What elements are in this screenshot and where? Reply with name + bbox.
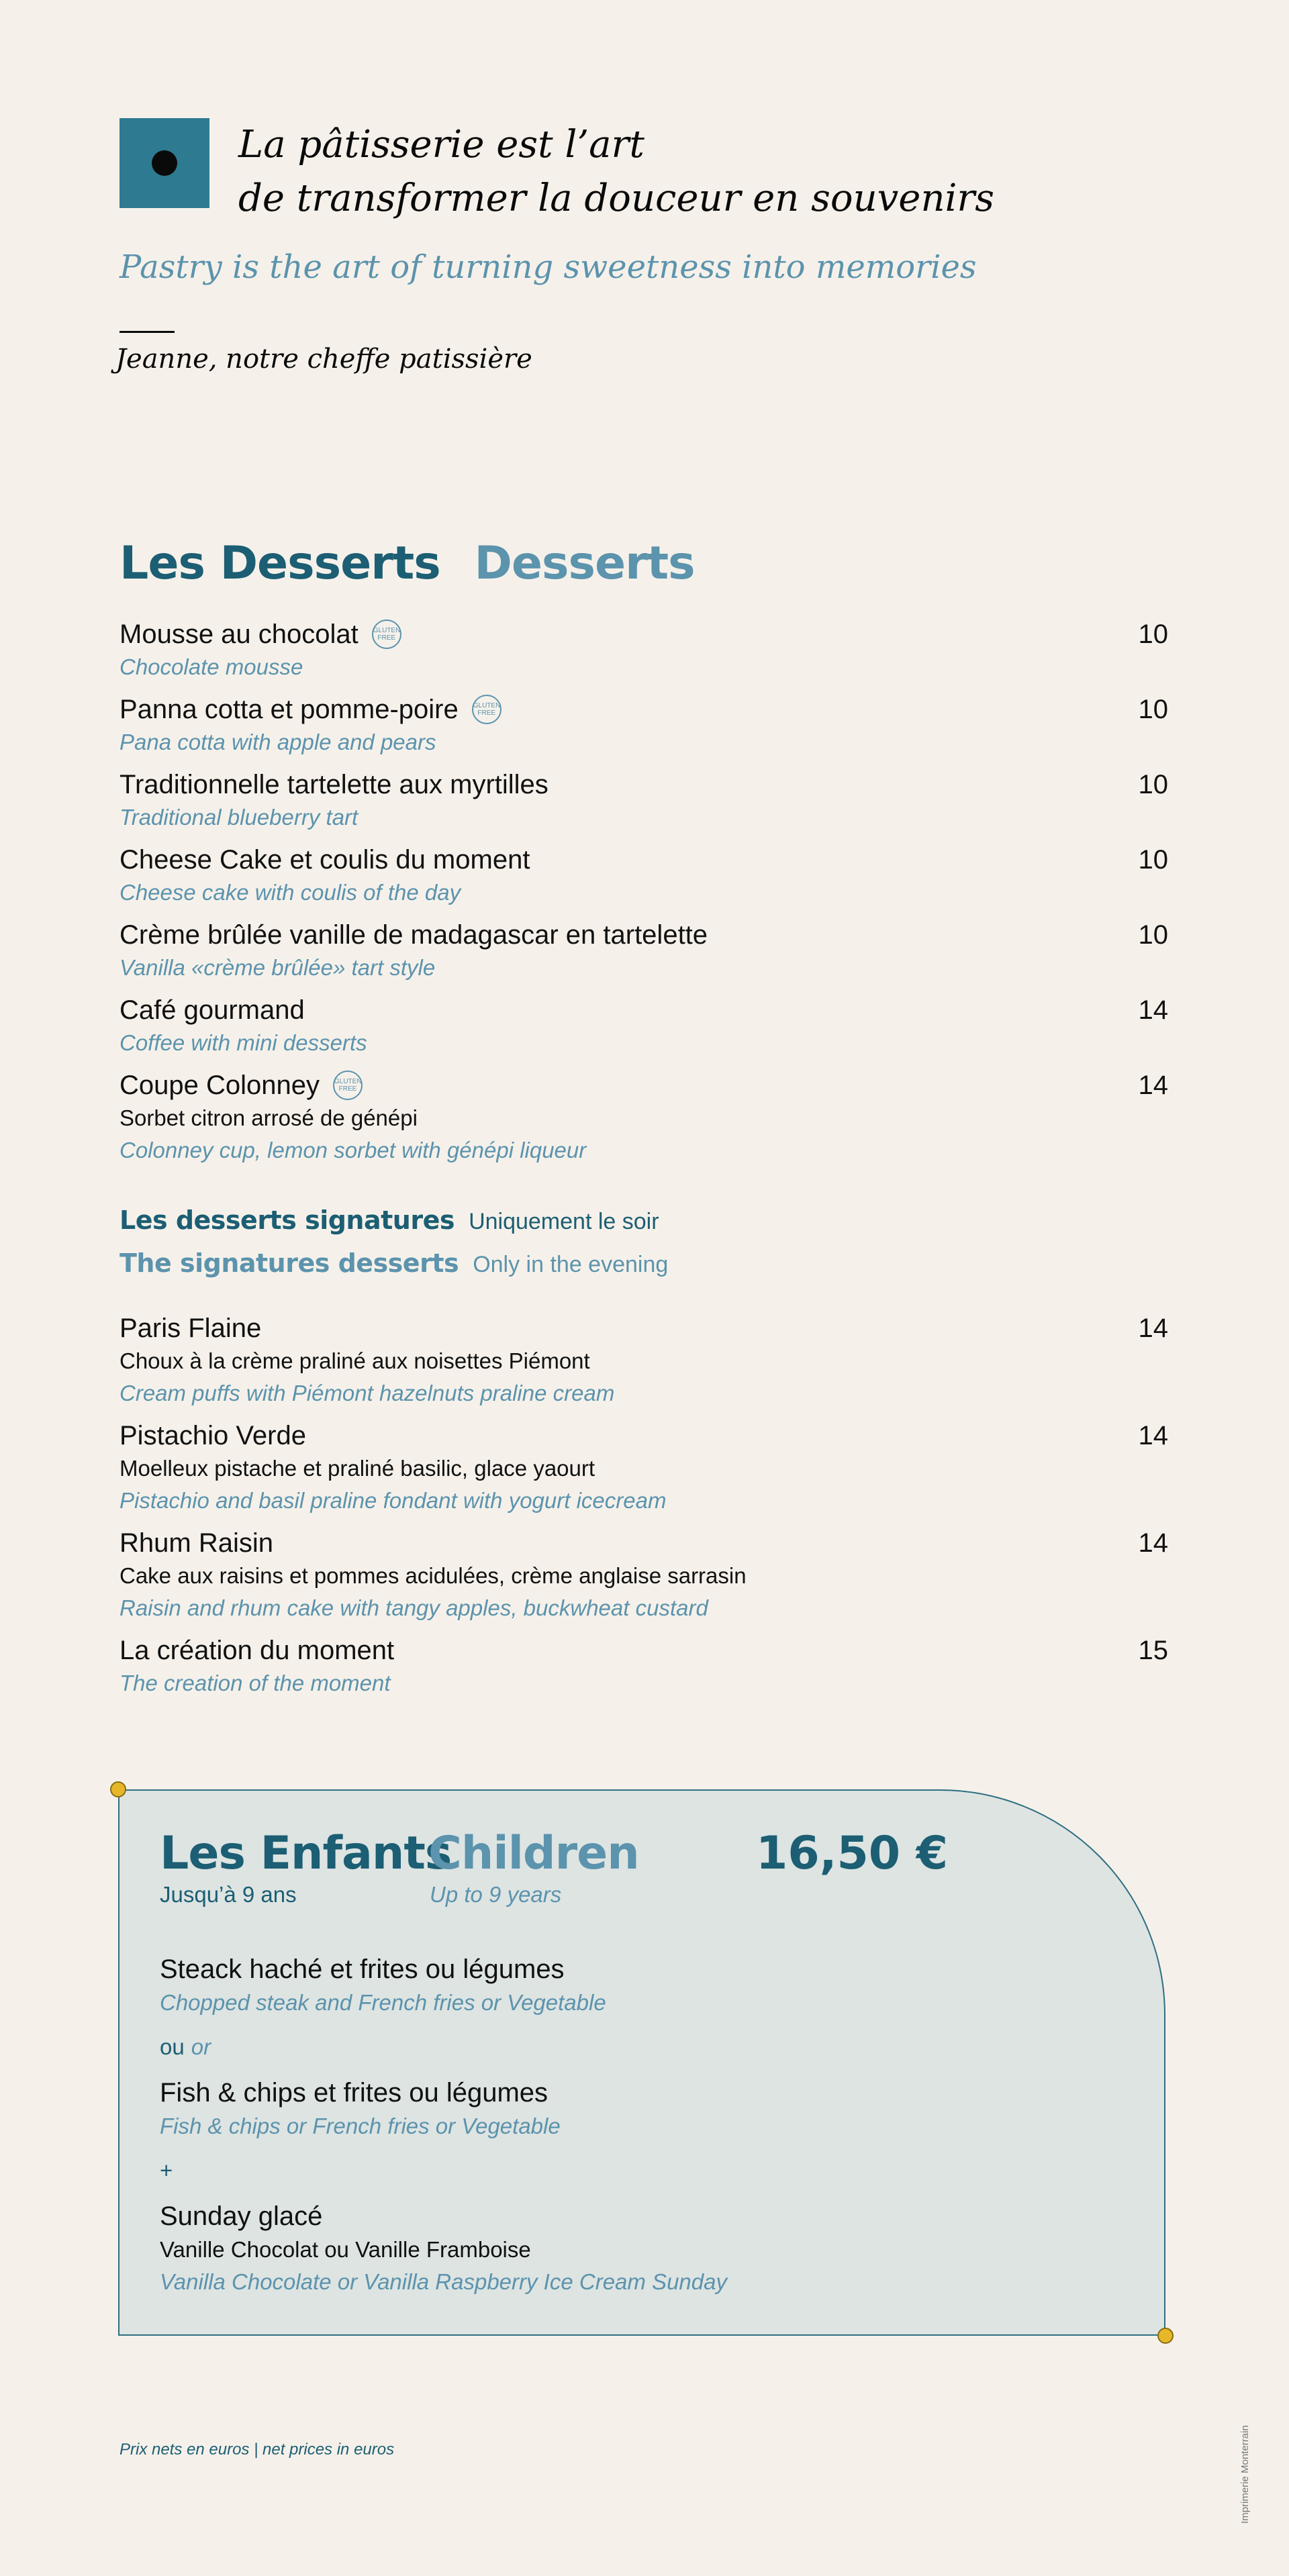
menu-item [120,1526,1168,1624]
kids-option-1: Steack haché et frites ou légumes [160,1954,565,1984]
item-english: Coffee with mini desserts [120,1030,367,1055]
item-english: Cheese cake with coulis of the day [120,880,461,905]
quote-french [238,118,994,226]
kids-option-2-english: Fish & chips or French fries or Vegetable [160,2114,561,2138]
item-english: Colonney cup, lemon sorbet with génépi liqueur [120,1138,587,1162]
item-name: La création du moment [120,1636,395,1665]
corner-dot [110,1781,126,1797]
or-separator [160,2031,1033,2063]
logo-square [120,118,209,208]
menu-item [120,768,1168,834]
children-age-fr: Jusqu’à 9 ans [160,1882,297,1907]
item-description: Choux à la crème praliné aux noisettes Piémont [120,1348,590,1373]
item-price: 10 [1138,695,1168,724]
signatures-note-en: Only in the evening [473,1252,669,1277]
item-price: 14 [1138,1421,1168,1450]
menu-item [120,693,1168,758]
menu-item [120,1311,1168,1409]
item-price: 10 [1138,845,1168,875]
printer-credit: Imprimerie Monterrain [1239,2425,1251,2524]
item-english: Pana cotta with apple and pears [120,730,436,754]
item-price: 10 [1138,920,1168,950]
footer-prices: Prix nets en euros | net prices in euros [120,2440,395,2459]
item-name: Pistachio Verde [120,1421,306,1450]
corner-dot [1157,2328,1174,2344]
item-name: Crème brûlée vanille de madagascar en tartelette [120,920,708,950]
item-price: 14 [1138,1528,1168,1558]
item-price: 14 [1138,995,1168,1025]
item-english: Vanilla «crème brûlée» tart style [120,955,436,980]
children-title-en: Children [428,1827,639,1880]
desserts-title [120,537,695,590]
desserts-title-en: Desserts [474,537,695,590]
children-menu [160,1952,1033,2298]
item-price: 15 [1138,1636,1168,1665]
menu-item [120,1069,1168,1167]
signatures-title-fr: Les desserts signatures [120,1205,455,1235]
item-english: The creation of the moment [120,1671,391,1695]
logo-dot [152,150,177,176]
kids-dessert-english: Vanilla Chocolate or Vanilla Raspberry Ice Cream Sunday [160,2269,727,2294]
item-english: Cream puffs with Piémont hazelnuts praline cream [120,1381,615,1405]
kids-dessert-description: Vanille Chocolat ou Vanille Framboise [160,2237,531,2262]
item-description: Moelleux pistache et praliné basilic, glace yaourt [120,1456,595,1481]
children-price: 16,50 € [756,1827,949,1880]
item-english: Raisin and rhum cake with tangy apples, buckwheat custard [120,1595,708,1620]
item-price: 10 [1138,620,1168,649]
item-name: Rhum Raisin [120,1528,273,1558]
item-english: Chocolate mousse [120,654,303,679]
desserts-menu [120,617,1168,1709]
item-name: Cheese Cake et coulis du moment [120,845,530,875]
quote-signature: Jeanne, notre cheffe patissière [115,344,532,375]
plus-separator: + [160,2158,173,2183]
quote-line-2: de transformer la douceur en souvenirs [238,177,994,220]
kids-option-1-english: Chopped steak and French fries or Vegetable [160,1990,606,2015]
item-english: Traditional blueberry tart [120,805,359,830]
item-english: Pistachio and basil praline fondant with yogurt icecream [120,1488,667,1513]
signatures-note-fr: Uniquement le soir [469,1209,659,1234]
menu-item [120,843,1168,909]
gluten-free-icon: GLUTEN FREE [472,695,502,724]
item-name: Paris Flaine [120,1314,262,1343]
kids-option-2: Fish & chips et frites ou légumes [160,2078,548,2108]
menu-item [120,1419,1168,1517]
item-price: 14 [1138,1314,1168,1343]
item-price: 10 [1138,770,1168,799]
signatures-title-en: The signatures desserts [120,1248,459,1278]
gluten-free-icon: GLUTEN FREE [372,620,401,649]
menu-item [120,918,1168,984]
quote-english: Pastry is the art of turning sweetness into memories [120,248,977,286]
or-fr: ou [160,2034,185,2059]
children-age-en: Up to 9 years [430,1882,562,1907]
divider [120,331,175,333]
item-name: Mousse au chocolat [120,620,359,649]
item-name: Traditionnelle tartelette aux myrtilles [120,770,548,799]
menu-item [120,617,1168,683]
item-name: Café gourmand [120,995,305,1025]
item-name: Panna cotta et pomme-poire [120,695,459,724]
item-description: Sorbet citron arrosé de génépi [120,1105,418,1130]
signatures-heading [120,1201,1168,1287]
children-title-fr: Les Enfants [160,1827,452,1880]
kids-dessert: Sunday glacé [160,2201,323,2231]
quote-line-1: La pâtisserie est l’art [238,123,644,166]
menu-item [120,993,1168,1059]
item-description: Cake aux raisins et pommes acidulées, crème anglaise sarrasin [120,1563,747,1588]
menu-item [120,1634,1168,1699]
item-name: Coupe Colonney [120,1071,320,1100]
gluten-free-icon: GLUTEN FREE [333,1071,363,1100]
item-price: 14 [1138,1071,1168,1100]
or-en: or [191,2034,211,2059]
desserts-title-fr: Les Desserts [120,537,440,590]
